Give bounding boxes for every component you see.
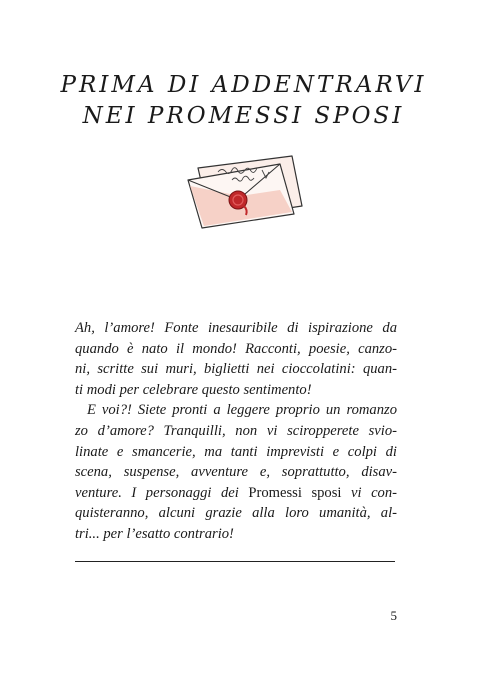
chapter-title-line-1: PRIMA DI ADDENTRARVI [60, 72, 427, 98]
book-title: Promessi sposi [248, 484, 342, 501]
intro-paragraph-1 [75, 318, 397, 400]
text-line: scena, suspense, avventure e, soprattutto, disav- [75, 464, 397, 481]
chapter-title [0, 70, 487, 132]
chapter-title-line-2: NEI PROMESSI SPOSI [82, 103, 405, 129]
text-line: linate e smancerie, ma tanti imprevisti e colpi di [75, 443, 397, 460]
text-line: quando è nato il mondo! Racconti, poesie, canzo- [75, 340, 397, 357]
text-line: quisteranno, alcuni grazie alla loro umanità, al- [75, 505, 397, 522]
text-line [75, 483, 397, 504]
text-line: tri... per l’esatto contrario! [75, 525, 234, 542]
text-fragment: venture. I personaggi dei [75, 484, 249, 501]
intro-text [75, 318, 397, 545]
text-fragment: vi con- [341, 484, 397, 501]
horizontal-rule [75, 561, 395, 562]
sealed-love-letter-icon [180, 150, 315, 230]
page-number: 5 [390, 608, 397, 623]
text-line: zo d’amore? Tranquilli, non vi sciropperete svio- [75, 422, 397, 439]
text-line: ni, scritte sui muri, biglietti nei cioccolatini: quan- [75, 361, 397, 378]
intro-paragraph-2 [75, 400, 397, 544]
text-line: ti modi per celebrare questo sentimento! [75, 381, 312, 398]
text-line: Ah, l’amore! Fonte inesauribile di ispirazione da [75, 320, 397, 336]
text-line: E voi?! Siete pronti a leggere proprio un romanzo [87, 402, 397, 419]
